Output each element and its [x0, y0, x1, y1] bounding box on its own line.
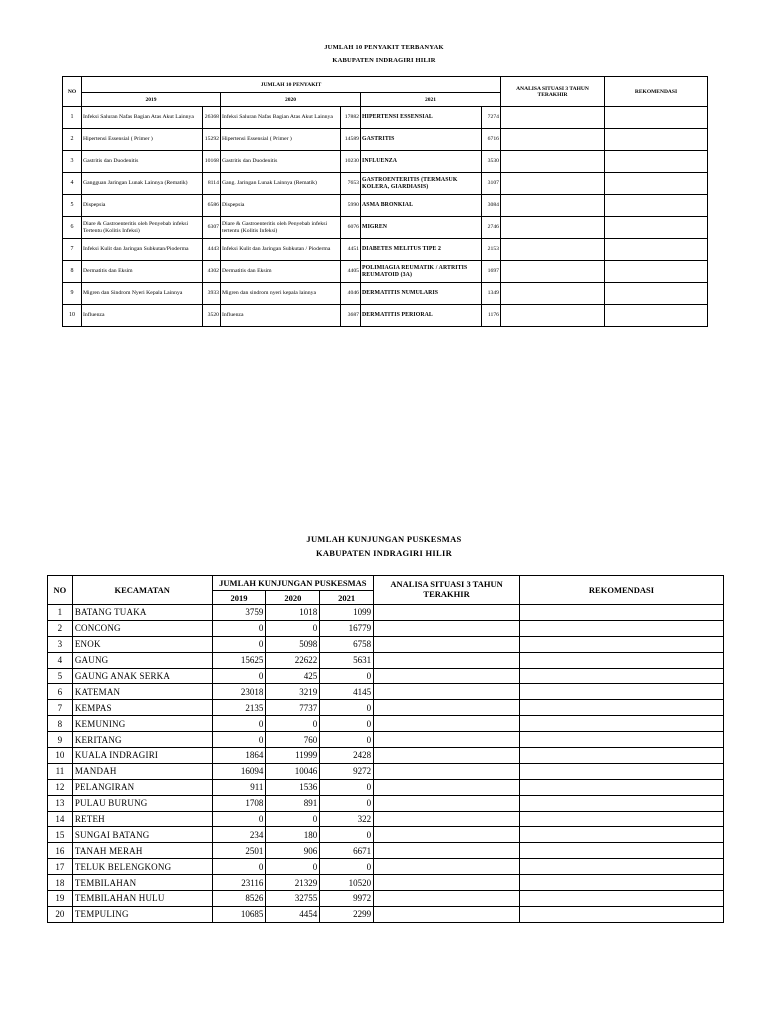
visits-2020: 10046 [266, 763, 320, 779]
count-2019: 26368 [203, 107, 221, 129]
count-2021: 1349 [482, 283, 501, 305]
row-number: 1 [48, 605, 73, 621]
row-number: 6 [48, 684, 73, 700]
table-row [48, 779, 724, 795]
visits-2021: 6758 [320, 636, 374, 652]
disease-2019: Diare & Gastroenteritis oleh Penyebab infeksi Tertentu (Kolitis Infeksi) [82, 217, 203, 239]
header-2020: 2020 [266, 591, 320, 605]
table-row [48, 652, 724, 668]
header-2019: 2019 [212, 591, 266, 605]
visits-2019: 0 [212, 636, 266, 652]
disease-2021: DIABETES MELITUS TIPE 2 [361, 239, 482, 261]
count-2019: 15292 [203, 129, 221, 151]
visits-2021: 1099 [320, 605, 374, 621]
visits-2020: 906 [266, 843, 320, 859]
header-2021: 2021 [361, 93, 501, 107]
visits-2019: 10685 [212, 906, 266, 922]
rekomendasi-cell [520, 605, 724, 621]
visits-2020: 22622 [266, 652, 320, 668]
kecamatan-name: TEMBILAHAN HULU [72, 891, 212, 907]
rekomendasi-cell [520, 620, 724, 636]
disease-2021: POLIMIAGIA REUMATIK / ARTRITIS REUMATOID (3A) [361, 261, 482, 283]
rekomendasi-cell [520, 811, 724, 827]
visits-2019: 0 [212, 716, 266, 732]
rekomendasi-cell [520, 748, 724, 764]
analisa-cell [374, 605, 520, 621]
row-number: 4 [63, 173, 82, 195]
visits-2019: 2501 [212, 843, 266, 859]
visits-2021: 2299 [320, 906, 374, 922]
kecamatan-name: KEMPAS [72, 700, 212, 716]
visits-2020: 180 [266, 827, 320, 843]
rekomendasi-cell [520, 700, 724, 716]
visits-2020: 32755 [266, 891, 320, 907]
count-2019: 3933 [203, 283, 221, 305]
analisa-cell [501, 151, 605, 173]
analisa-cell [374, 620, 520, 636]
table-row [48, 700, 724, 716]
visits-2021: 9272 [320, 763, 374, 779]
visits-2021: 2428 [320, 748, 374, 764]
rekomendasi-cell [605, 305, 708, 327]
row-number: 3 [48, 636, 73, 652]
table-row [63, 195, 708, 217]
kecamatan-name: TEMBILAHAN [72, 875, 212, 891]
row-number: 5 [63, 195, 82, 217]
rekomendasi-cell [520, 779, 724, 795]
row-number: 12 [48, 779, 73, 795]
table-row [48, 636, 724, 652]
analisa-cell [374, 748, 520, 764]
visits-2020: 0 [266, 811, 320, 827]
kecamatan-name: SUNGAI BATANG [72, 827, 212, 843]
table-row [48, 811, 724, 827]
header-group: JUMLAH 10 PENYAKIT [82, 77, 501, 93]
table-row [48, 732, 724, 748]
kecamatan-name: KEMUNING [72, 716, 212, 732]
visits-2019: 0 [212, 668, 266, 684]
rekomendasi-cell [520, 795, 724, 811]
count-2019: 10168 [203, 151, 221, 173]
table-row [63, 129, 708, 151]
row-number: 8 [48, 716, 73, 732]
disease-2019: Dispepsia [82, 195, 203, 217]
row-number: 9 [63, 283, 82, 305]
header-2019: 2019 [82, 93, 221, 107]
analisa-cell [374, 827, 520, 843]
disease-2021: GASTROENTERITIS (TERMASUK KOLERA, GIARDIASIS) [361, 173, 482, 195]
row-number: 18 [48, 875, 73, 891]
rekomendasi-cell [520, 891, 724, 907]
visits-2019: 0 [212, 732, 266, 748]
visits-2021: 0 [320, 859, 374, 875]
visits-2019: 1708 [212, 795, 266, 811]
visits-2021: 0 [320, 716, 374, 732]
row-number: 16 [48, 843, 73, 859]
rekomendasi-cell [520, 875, 724, 891]
visits-2021: 9972 [320, 891, 374, 907]
analisa-cell [501, 107, 605, 129]
analisa-cell [374, 732, 520, 748]
row-number: 10 [48, 748, 73, 764]
count-2021: 2153 [482, 239, 501, 261]
analisa-cell [374, 636, 520, 652]
visits-2019: 23018 [212, 684, 266, 700]
visits-2019: 0 [212, 620, 266, 636]
count-2020: 17882 [341, 107, 361, 129]
row-number: 8 [63, 261, 82, 283]
count-2021: 3107 [482, 173, 501, 195]
row-number: 3 [63, 151, 82, 173]
rekomendasi-cell [605, 195, 708, 217]
analisa-cell [501, 129, 605, 151]
rekomendasi-cell [605, 107, 708, 129]
row-number: 15 [48, 827, 73, 843]
disease-2019: Influenza [82, 305, 203, 327]
table-row [63, 305, 708, 327]
count-2019: 6586 [203, 195, 221, 217]
table-row [63, 239, 708, 261]
disease-2020: Influenza [221, 305, 341, 327]
table-row [48, 875, 724, 891]
visits-table [47, 575, 724, 923]
visits-2021: 0 [320, 779, 374, 795]
visits-2019: 0 [212, 811, 266, 827]
rekomendasi-cell [605, 173, 708, 195]
count-2020: 14589 [341, 129, 361, 151]
visits-2021: 16779 [320, 620, 374, 636]
visits-2020: 4454 [266, 906, 320, 922]
kecamatan-name: KUALA INDRAGIRI [72, 748, 212, 764]
visits-2021: 0 [320, 795, 374, 811]
table-row [48, 859, 724, 875]
kecamatan-name: TELUK BELENGKONG [72, 859, 212, 875]
header-no: NO [48, 576, 73, 605]
disease-2020: Migren dan sindrom nyeri kepala lainnya [221, 283, 341, 305]
visits-2020: 891 [266, 795, 320, 811]
row-number: 10 [63, 305, 82, 327]
disease-2021: ASMA BRONKIAL [361, 195, 482, 217]
row-number: 4 [48, 652, 73, 668]
rekomendasi-cell [520, 668, 724, 684]
table-row [63, 107, 708, 129]
kecamatan-name: KERITANG [72, 732, 212, 748]
table1-subtitle: KABUPATEN INDRAGIRI HILIR [332, 57, 436, 64]
table-row [63, 151, 708, 173]
disease-2021: DERMATITIS NUMULARIS [361, 283, 482, 305]
kecamatan-name: GAUNG ANAK SERKA [72, 668, 212, 684]
row-number: 11 [48, 763, 73, 779]
row-number: 2 [63, 129, 82, 151]
rekomendasi-cell [520, 906, 724, 922]
header-rekomendasi: REKOMENDASI [605, 77, 708, 107]
count-2019: 4302 [203, 261, 221, 283]
analisa-cell [374, 779, 520, 795]
disease-2021: DERMATITIS PERIORAL [361, 305, 482, 327]
analisa-cell [374, 811, 520, 827]
visits-2019: 23116 [212, 875, 266, 891]
row-number: 19 [48, 891, 73, 907]
header-2020: 2020 [221, 93, 361, 107]
header-group: JUMLAH KUNJUNGAN PUSKESMAS [212, 576, 374, 591]
disease-2019: Migren dan Sindrom Nyeri Kepala Lainnya [82, 283, 203, 305]
header-analisa: ANALISA SITUASI 3 TAHUN TERAKHIR [501, 77, 605, 107]
disease-table [62, 76, 708, 327]
visits-2020: 425 [266, 668, 320, 684]
rekomendasi-cell [520, 859, 724, 875]
count-2021: 3084 [482, 195, 501, 217]
disease-2020: Diare & Gastroenteritis oleh Penyebab infeksi tertentu (Kolitis Infeksi) [221, 217, 341, 239]
table-row [48, 620, 724, 636]
disease-2020: Infeksi Kulit dan Jaringan Subkutan / Pioderma [221, 239, 341, 261]
disease-2020: Infeksi Saluran Nafas Bagian Atas Akut Lainnya [221, 107, 341, 129]
kecamatan-name: TEMPULING [72, 906, 212, 922]
visits-2020: 1018 [266, 605, 320, 621]
visits-2020: 1536 [266, 779, 320, 795]
table-row [63, 283, 708, 305]
count-2019: 8114 [203, 173, 221, 195]
count-2020: 10230 [341, 151, 361, 173]
analisa-cell [501, 173, 605, 195]
table-row [48, 795, 724, 811]
disease-2019: Gangguan Jaringan Lunak Lainnya (Rematik) [82, 173, 203, 195]
disease-2020: Dispepsia [221, 195, 341, 217]
visits-2019: 3759 [212, 605, 266, 621]
table-row [48, 668, 724, 684]
visits-2019: 8526 [212, 891, 266, 907]
disease-2019: Gastritis dan Duodenitis [82, 151, 203, 173]
disease-2020: Hipertensi Essensial ( Primer ) [221, 129, 341, 151]
table-row [48, 906, 724, 922]
table-row [48, 605, 724, 621]
rekomendasi-cell [520, 843, 724, 859]
count-2019: 3520 [203, 305, 221, 327]
disease-2019: Infeksi Kulit dan Jaringan Subkutan/Pioderma [82, 239, 203, 261]
disease-2019: Hipertensi Essensial ( Primer ) [82, 129, 203, 151]
kecamatan-name: RETEH [72, 811, 212, 827]
rekomendasi-cell [605, 283, 708, 305]
count-2020: 4046 [341, 283, 361, 305]
rekomendasi-cell [520, 732, 724, 748]
disease-2020: Gang. Jaringan Lunak Lainnya (Rematik) [221, 173, 341, 195]
count-2020: 6076 [341, 217, 361, 239]
table-row [48, 748, 724, 764]
count-2021: 1697 [482, 261, 501, 283]
row-number: 20 [48, 906, 73, 922]
analisa-cell [374, 668, 520, 684]
visits-2021: 10520 [320, 875, 374, 891]
table2-subtitle: KABUPATEN INDRAGIRI HILIR [315, 548, 453, 558]
analisa-cell [374, 652, 520, 668]
visits-2019: 16094 [212, 763, 266, 779]
analisa-cell [374, 859, 520, 875]
visits-2019: 911 [212, 779, 266, 795]
visits-2020: 7737 [266, 700, 320, 716]
visits-2019: 234 [212, 827, 266, 843]
row-number: 1 [63, 107, 82, 129]
analisa-cell [501, 217, 605, 239]
kecamatan-name: PELANGIRAN [72, 779, 212, 795]
count-2020: 4451 [341, 239, 361, 261]
table-row [48, 843, 724, 859]
kecamatan-name: MANDAH [72, 763, 212, 779]
table-row [63, 261, 708, 283]
visits-2021: 6671 [320, 843, 374, 859]
table2-title: JUMLAH KUNJUNGAN PUSKESMAS [306, 534, 462, 544]
table-row [48, 891, 724, 907]
disease-2020: Dermatitis dan Eksim [221, 261, 341, 283]
kecamatan-name: BATANG TUAKA [72, 605, 212, 621]
row-number: 13 [48, 795, 73, 811]
kecamatan-name: KATEMAN [72, 684, 212, 700]
table-row [48, 716, 724, 732]
table1-title: JUMLAH 10 PENYAKIT TERBANYAK [324, 44, 444, 51]
row-number: 7 [48, 700, 73, 716]
analisa-cell [374, 795, 520, 811]
disease-2021: GASTRITIS [361, 129, 482, 151]
rekomendasi-cell [605, 129, 708, 151]
row-number: 5 [48, 668, 73, 684]
visits-2020: 760 [266, 732, 320, 748]
visits-2021: 0 [320, 668, 374, 684]
analisa-cell [501, 283, 605, 305]
count-2020: 7653 [341, 173, 361, 195]
kecamatan-name: CONCONG [72, 620, 212, 636]
analisa-cell [374, 906, 520, 922]
count-2021: 2746 [482, 217, 501, 239]
analisa-cell [374, 700, 520, 716]
disease-2021: MIGREN [361, 217, 482, 239]
row-number: 9 [48, 732, 73, 748]
visits-2020: 0 [266, 859, 320, 875]
count-2019: 4443 [203, 239, 221, 261]
disease-2019: Dermatitis dan Eksim [82, 261, 203, 283]
rekomendasi-cell [520, 684, 724, 700]
visits-2019: 2135 [212, 700, 266, 716]
row-number: 6 [63, 217, 82, 239]
kecamatan-name: GAUNG [72, 652, 212, 668]
rekomendasi-cell [605, 239, 708, 261]
visits-2020: 3219 [266, 684, 320, 700]
count-2021: 1176 [482, 305, 501, 327]
analisa-cell [374, 891, 520, 907]
analisa-cell [501, 305, 605, 327]
count-2021: 7274 [482, 107, 501, 129]
table-row [63, 173, 708, 195]
count-2020: 4405 [341, 261, 361, 283]
rekomendasi-cell [605, 217, 708, 239]
count-2020: 3687 [341, 305, 361, 327]
analisa-cell [374, 684, 520, 700]
count-2021: 6716 [482, 129, 501, 151]
row-number: 7 [63, 239, 82, 261]
visits-2021: 0 [320, 732, 374, 748]
visits-2019: 1864 [212, 748, 266, 764]
visits-2020: 21329 [266, 875, 320, 891]
disease-2020: Gastritis dan Duodenitis [221, 151, 341, 173]
visits-2020: 5098 [266, 636, 320, 652]
rekomendasi-cell [520, 827, 724, 843]
rekomendasi-cell [520, 716, 724, 732]
header-no: NO [63, 77, 82, 107]
rekomendasi-cell [605, 261, 708, 283]
table-row [48, 763, 724, 779]
row-number: 2 [48, 620, 73, 636]
header-kecamatan: KECAMATAN [72, 576, 212, 605]
count-2021: 3530 [482, 151, 501, 173]
disease-2021: INFLUENZA [361, 151, 482, 173]
analisa-cell [374, 716, 520, 732]
analisa-cell [374, 843, 520, 859]
disease-2019: Infeksi Saluran Nafas Bagian Atas Akut Lainnya [82, 107, 203, 129]
row-number: 14 [48, 811, 73, 827]
rekomendasi-cell [520, 763, 724, 779]
kecamatan-name: TANAH MERAH [72, 843, 212, 859]
header-rekomendasi: REKOMENDASI [520, 576, 724, 605]
visits-2020: 11999 [266, 748, 320, 764]
visits-2021: 0 [320, 827, 374, 843]
visits-2021: 322 [320, 811, 374, 827]
visits-2019: 15625 [212, 652, 266, 668]
rekomendasi-cell [520, 636, 724, 652]
table-row [48, 684, 724, 700]
row-number: 17 [48, 859, 73, 875]
disease-2021: HIPERTENSI ESSENSIAL [361, 107, 482, 129]
rekomendasi-cell [605, 151, 708, 173]
visits-2021: 5631 [320, 652, 374, 668]
analisa-cell [374, 763, 520, 779]
table-row [63, 217, 708, 239]
count-2019: 6307 [203, 217, 221, 239]
visits-2021: 0 [320, 700, 374, 716]
visits-2020: 0 [266, 716, 320, 732]
kecamatan-name: ENOK [72, 636, 212, 652]
kecamatan-name: PULAU BURUNG [72, 795, 212, 811]
visits-2020: 0 [266, 620, 320, 636]
table-row [48, 827, 724, 843]
visits-2019: 0 [212, 859, 266, 875]
header-2021: 2021 [320, 591, 374, 605]
analisa-cell [374, 875, 520, 891]
analisa-cell [501, 239, 605, 261]
header-analisa: ANALISA SITUASI 3 TAHUN TERAKHIR [374, 576, 520, 605]
analisa-cell [501, 195, 605, 217]
visits-2021: 4145 [320, 684, 374, 700]
analisa-cell [501, 261, 605, 283]
count-2020: 5990 [341, 195, 361, 217]
rekomendasi-cell [520, 652, 724, 668]
